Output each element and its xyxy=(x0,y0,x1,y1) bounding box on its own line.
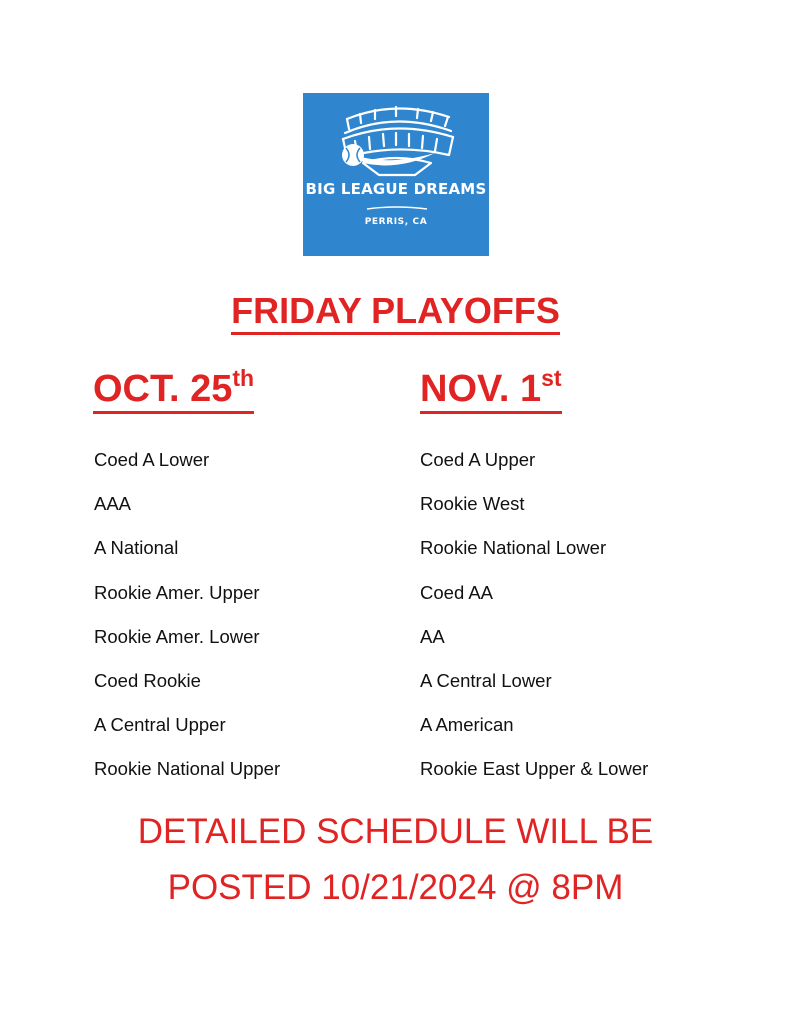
division-list-right xyxy=(420,448,648,802)
list-item: Rookie East Upper & Lower xyxy=(420,758,649,780)
list-item: Coed Rookie xyxy=(94,669,201,691)
list-item: Rookie National Lower xyxy=(420,537,607,559)
list-item: Coed A Lower xyxy=(94,449,210,470)
list-item: A Central Upper xyxy=(94,714,226,736)
division-list-left xyxy=(94,448,280,802)
logo-location: PERRIS, CA xyxy=(364,217,428,227)
list-item: Rookie Amer. Lower xyxy=(94,625,260,647)
list-item: A National xyxy=(94,537,179,559)
list-item: Rookie West xyxy=(420,493,525,515)
schedule-notice-line-2: POSTED 10/21/2024 @ 8PM xyxy=(167,868,624,907)
logo-name: BIG LEAGUE DREAMS xyxy=(305,180,487,198)
list-item: AA xyxy=(420,625,445,647)
list-item: Rookie Amer. Upper xyxy=(94,581,260,603)
page-title: FRIDAY PLAYOFFS xyxy=(0,290,791,335)
date-heading-right: NOV. 1st xyxy=(420,367,562,414)
league-logo xyxy=(303,93,489,256)
list-item: A American xyxy=(420,714,514,736)
list-item: AAA xyxy=(94,493,132,515)
date-heading-left: OCT. 25th xyxy=(93,367,254,414)
stadium-icon xyxy=(303,93,489,256)
list-item: Coed AA xyxy=(420,581,494,603)
schedule-notice-line-1: DETAILED SCHEDULE WILL BE xyxy=(137,812,654,851)
list-item: Coed A Upper xyxy=(420,449,536,470)
list-item: Rookie National Upper xyxy=(94,758,281,780)
list-item: A Central Lower xyxy=(420,669,552,691)
